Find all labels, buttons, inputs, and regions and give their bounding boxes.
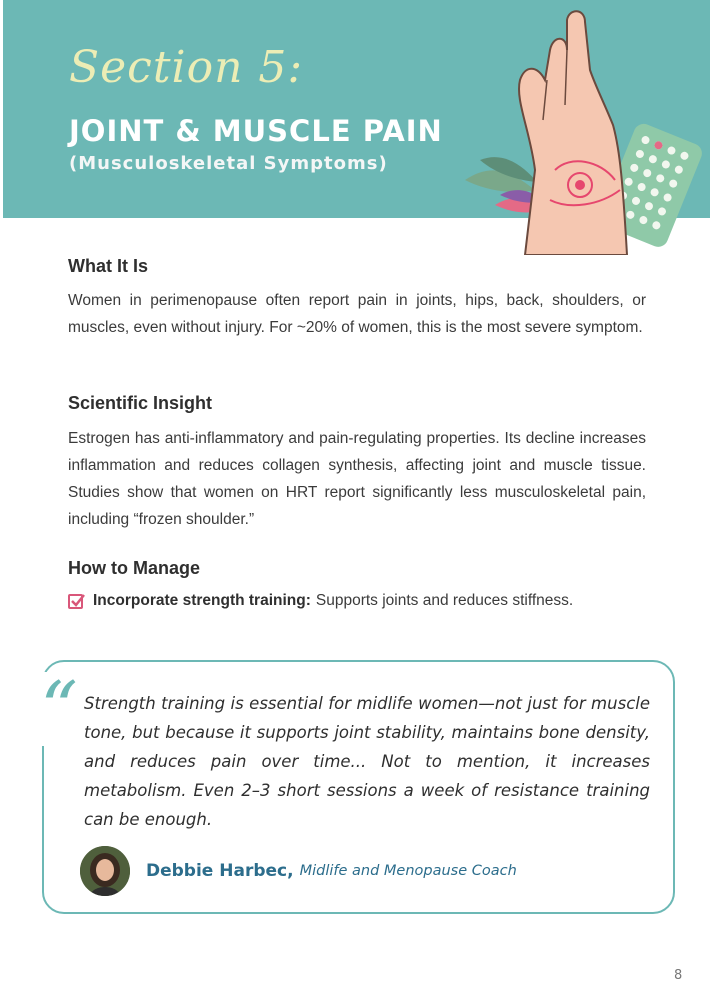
list-item-text: Supports joints and reduces stiffness. — [315, 592, 574, 609]
quote-author — [80, 846, 517, 896]
section-label: Section 5: — [69, 42, 304, 93]
section-heading-scientific-insight: Scientific Insight — [68, 393, 213, 413]
scientific-insight-text: Estrogen has anti-inflammatory and pain-regulating properties. Its decline increases inflammation and reduces collagen synthesis, affecting joint and muscle tissue. Studies show that women on HRT report significantly less musculoskeletal pain, including “frozen shoulder.” — [68, 430, 646, 528]
author-name: Debbie Harbec, — [146, 861, 294, 881]
list-item — [68, 592, 668, 610]
page-number: 8 — [674, 968, 683, 983]
section-heading-what-it-is: What It Is — [68, 256, 148, 276]
checkbox-checked-icon — [68, 594, 83, 609]
hand-wrist-pain-icon — [455, 10, 705, 255]
quote-mark-icon: “ — [40, 666, 78, 752]
author-role: Midlife and Menopause Coach — [299, 863, 517, 879]
what-it-is-text: Women in perimenopause often report pain in joints, hips, back, shoulders, or muscles, even without injury. For ~20% of women, this is the most severe symptom. — [68, 292, 646, 336]
section-heading-how-to-manage: How to Manage — [68, 558, 201, 578]
avatar — [80, 846, 130, 896]
page-title: JOINT & MUSCLE PAIN — [69, 114, 443, 148]
quote-text: Strength training is essential for midlife women—not just for muscle tone, but because it supports joint stability, maintains bone density, and reduces pain over time... Not to mention, it increases metabolism. Even 2–3 short sessions a week of resistance training can be enough. — [84, 694, 650, 829]
page-subtitle: (Musculoskeletal Symptoms) — [69, 153, 388, 174]
list-item-title: Incorporate strength training: — [93, 592, 311, 609]
